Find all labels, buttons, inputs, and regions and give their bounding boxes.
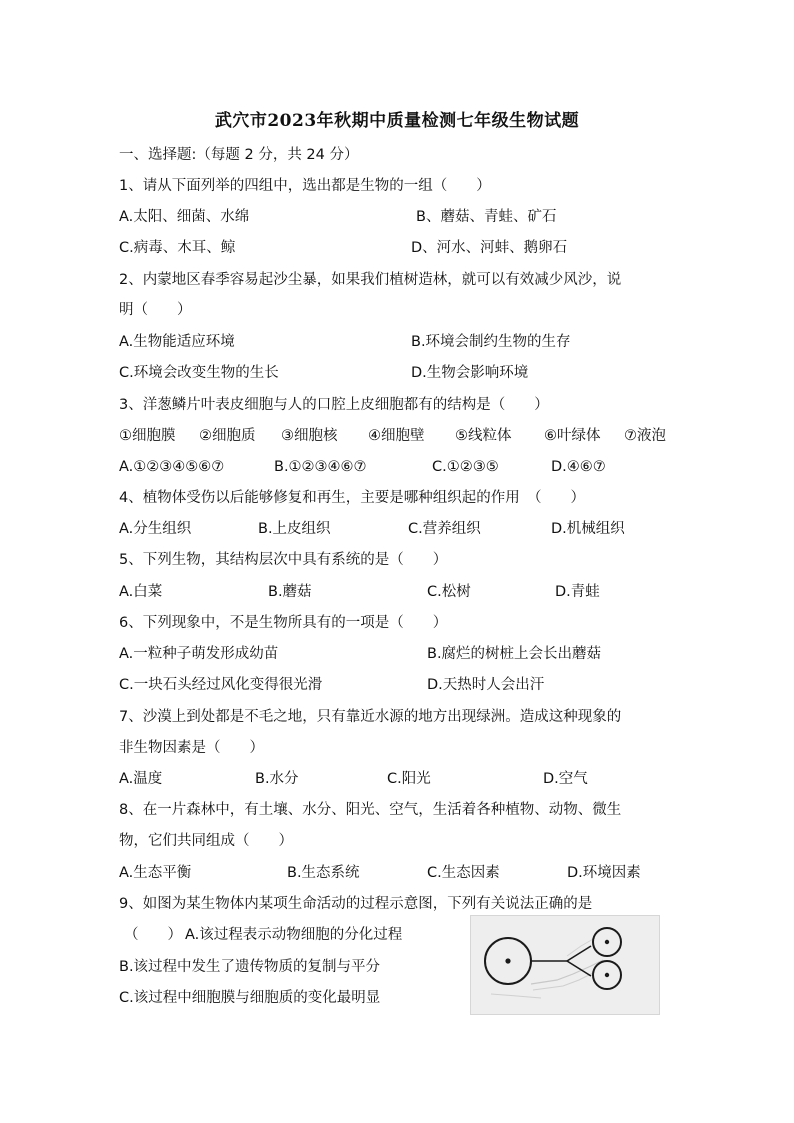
question-3-option-d: D.④⑥⑦: [551, 459, 606, 475]
question-7-option-b: B.水分: [255, 771, 299, 787]
question-1-option-b: B、蘑菇、青蛙、矿石: [416, 209, 557, 225]
question-6-stem: 6、下列现象中，不是生物所具有的一项是（ ）: [119, 615, 448, 631]
question-7-option-d: D.空气: [543, 771, 588, 787]
daughter-nucleus-bottom: [605, 973, 609, 977]
question-9-option-a: A.该过程表示动物细胞的分化过程: [185, 927, 403, 943]
question-7-stem-line-2: 非生物因素是（ ）: [119, 740, 264, 756]
question-3-stem: 3、洋葱鳞片叶表皮细胞与人的口腔上皮细胞都有的结构是（ ）: [119, 397, 549, 413]
question-1-option-a: A.太阳、细菌、水绵: [119, 209, 250, 225]
question-8-stem-line-1: 8、在一片森林中，有土壤、水分、阳光、空气，生活着各种植物、动物、微生: [119, 802, 622, 818]
question-1-option-d: D、河水、河蚌、鹅卵石: [411, 240, 568, 256]
structure-item: ③细胞核: [281, 428, 338, 444]
question-8-option-a: A.生态平衡: [119, 865, 192, 881]
question-6-option-c: C.一块石头经过风化变得很光滑: [119, 677, 323, 693]
question-8-option-c: C.生态因素: [427, 865, 500, 881]
structure-item: ⑦液泡: [624, 428, 666, 444]
question-6-option-b: B.腐烂的树桩上会长出蘑菇: [427, 646, 602, 662]
cell-division-figure: [470, 915, 660, 1015]
question-5-option-d: D.青蛙: [555, 584, 600, 600]
question-3-option-b: B.①②③④⑥⑦: [274, 459, 367, 475]
question-3-option-a: A.①②③④⑤⑥⑦: [119, 459, 225, 475]
question-4-option-b: B.上皮组织: [258, 521, 331, 537]
question-2-option-c: C.环境会改变生物的生长: [119, 365, 279, 381]
section-heading: 一、选择题:（每题 2 分，共 24 分）: [119, 147, 359, 163]
structure-item: ①细胞膜: [119, 428, 176, 444]
question-9-option-c: C.该过程中细胞膜与细胞质的变化最明显: [119, 990, 381, 1006]
question-7-option-c: C.阳光: [387, 771, 431, 787]
question-8-option-b: B.生态系统: [287, 865, 360, 881]
question-3-option-c: C.①②③⑤: [432, 459, 499, 475]
question-4-option-c: C.营养组织: [408, 521, 481, 537]
question-2-option-d: D.生物会影响环境: [411, 365, 529, 381]
question-4-stem: 4、植物体受伤以后能够修复和再生，主要是哪种组织起的作用 （ ）: [119, 490, 585, 506]
question-6-option-d: D.天热时人会出汗: [427, 677, 545, 693]
parent-nucleus: [505, 958, 510, 963]
question-5-option-c: C.松树: [427, 584, 471, 600]
question-2-option-b: B.环境会制约生物的生存: [411, 334, 571, 350]
structure-item: ⑥叶绿体: [544, 428, 601, 444]
question-5-option-b: B.蘑菇: [268, 584, 312, 600]
question-2-stem-line-1: 2、内蒙地区春季容易起沙尘暴，如果我们植树造林，就可以有效减少风沙，说: [119, 272, 622, 288]
question-7-option-a: A.温度: [119, 771, 163, 787]
question-4-option-d: D.机械组织: [551, 521, 625, 537]
question-9-stem: 9、如图为某生物体内某项生命活动的过程示意图，下列有关说法正确的是: [119, 896, 593, 912]
question-6-option-a: A.一粒种子萌发形成幼苗: [119, 646, 279, 662]
question-4-option-a: A.分生组织: [119, 521, 192, 537]
structure-item: ②细胞质: [199, 428, 256, 444]
question-2-stem-line-2: 明（ ）: [119, 302, 192, 318]
question-8-option-d: D.环境因素: [567, 865, 641, 881]
question-9-answer-blank: （ ）: [124, 927, 182, 943]
structure-item: ④细胞壁: [368, 428, 425, 444]
cell-division-diagram: [471, 916, 659, 1014]
question-5-option-a: A.白菜: [119, 584, 163, 600]
structure-item: ⑤线粒体: [455, 428, 512, 444]
daughter-nucleus-top: [605, 940, 609, 944]
question-1-option-c: C.病毒、木耳、鲸: [119, 240, 236, 256]
exam-title: 武穴市2023年秋期中质量检测七年级生物试题: [214, 111, 580, 131]
question-8-stem-line-2: 物，它们共同组成（ ）: [119, 833, 293, 849]
question-9-option-b: B.该过程中发生了遗传物质的复制与平分: [119, 959, 381, 975]
question-1-stem: 1、请从下面列举的四组中，选出都是生物的一组（ ）: [119, 178, 491, 194]
question-2-option-a: A.生物能适应环境: [119, 334, 235, 350]
question-7-stem-line-1: 7、沙漠上到处都是不毛之地，只有靠近水源的地方出现绿洲。造成这种现象的: [119, 709, 622, 725]
question-5-stem: 5、下列生物，其结构层次中具有系统的是（ ）: [119, 552, 448, 568]
